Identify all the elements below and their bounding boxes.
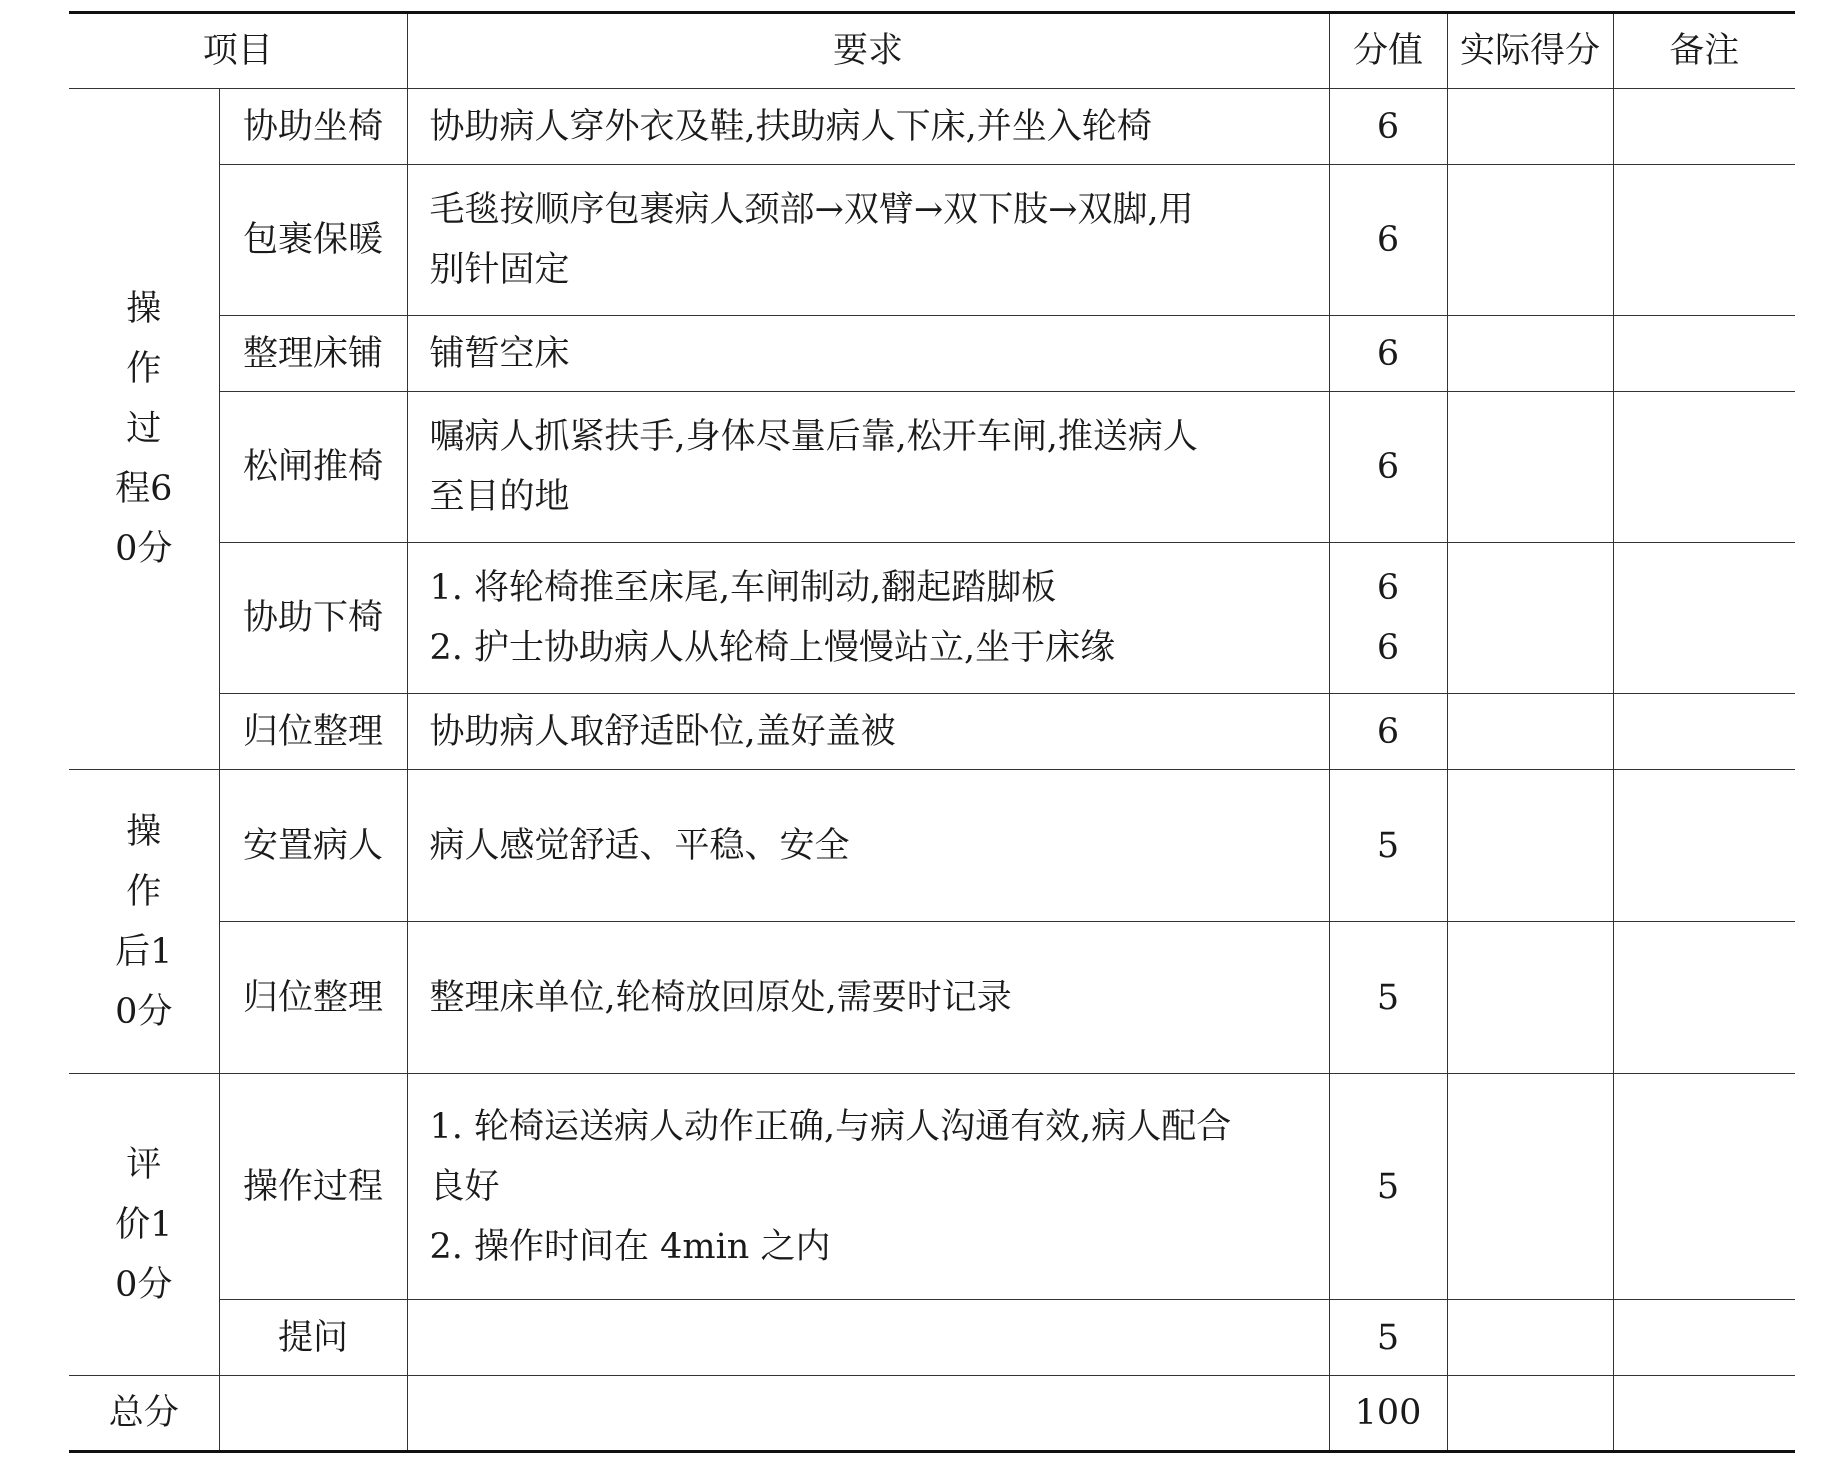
table-row: [69, 316, 1795, 392]
table-row: [69, 165, 1795, 316]
requirement-line: 协助病人穿外衣及鞋,扶助病人下床,并坐入轮椅: [429, 106, 1152, 147]
total-requirement-cell: [407, 1376, 1329, 1452]
remark-cell[interactable]: [1613, 89, 1795, 165]
section-label-text: 操作过程60分: [115, 289, 173, 569]
score-value: 5: [1376, 1166, 1400, 1207]
scoring-table: [69, 11, 1795, 1453]
item-cell: 包裹保暖: [219, 165, 407, 316]
item-cell: 操作过程: [219, 1074, 407, 1300]
section-label-text: 评价10分: [115, 1144, 173, 1305]
item-cell: 提问: [219, 1300, 407, 1376]
remark-cell[interactable]: [1613, 165, 1795, 316]
item-cell: 安置病人: [219, 770, 407, 922]
actual-score-cell[interactable]: [1447, 89, 1613, 165]
remark-cell[interactable]: [1613, 316, 1795, 392]
requirement-cell: [407, 89, 1329, 165]
requirement-cell: [407, 922, 1329, 1074]
remark-cell[interactable]: [1613, 1074, 1795, 1300]
score-value: 6: [1376, 333, 1400, 374]
requirement-line: 至目的地: [429, 477, 570, 517]
item-cell: 归位整理: [219, 694, 407, 770]
requirement-cell: [407, 1074, 1329, 1300]
score-value: 6: [1376, 220, 1400, 260]
requirement-cell: [407, 392, 1329, 543]
section-label-text: 操作后10分: [115, 811, 173, 1032]
table-row: [69, 922, 1795, 1074]
table-row: [69, 89, 1795, 165]
score-cell: [1329, 770, 1447, 922]
remark-cell[interactable]: [1613, 392, 1795, 543]
score-cell: [1329, 1074, 1447, 1300]
header-requirement: 要求: [407, 13, 1329, 89]
requirement-line: 良好: [429, 1166, 500, 1207]
actual-score-cell[interactable]: [1447, 694, 1613, 770]
item-cell: 协助坐椅: [219, 89, 407, 165]
actual-score-cell[interactable]: [1447, 1376, 1613, 1452]
requirement-line: 嘱病人抓紧扶手,身体尽量后靠,松开车闸,推送病人: [429, 417, 1198, 457]
score-cell: [1329, 89, 1447, 165]
requirement-line: 病人感觉舒适、平稳、安全: [429, 825, 850, 866]
score-cell: [1329, 165, 1447, 316]
score-value: 6: [1376, 568, 1400, 608]
item-cell: 归位整理: [219, 922, 407, 1074]
section-label: [69, 1074, 219, 1376]
actual-score-cell[interactable]: [1447, 316, 1613, 392]
remark-cell[interactable]: [1613, 1376, 1795, 1452]
table-row: [69, 694, 1795, 770]
header-project: 项目: [69, 13, 407, 89]
requirement-line: 2. 护士协助病人从轮椅上慢慢站立,坐于床缘: [429, 628, 1116, 668]
section-label: [69, 770, 219, 1074]
actual-score-cell[interactable]: [1447, 922, 1613, 1074]
item-cell: 松闸推椅: [219, 392, 407, 543]
remark-cell[interactable]: [1613, 922, 1795, 1074]
requirement-cell: [407, 1300, 1329, 1376]
header-remark: 备注: [1613, 13, 1795, 89]
score-value: 6: [1376, 628, 1400, 668]
requirement-cell: [407, 694, 1329, 770]
requirement-line: 别针固定: [429, 250, 570, 290]
score-value: 6: [1376, 447, 1400, 487]
item-cell: 协助下椅: [219, 543, 407, 694]
total-score: 100: [1329, 1376, 1447, 1452]
requirement-cell: [407, 543, 1329, 694]
actual-score-cell[interactable]: [1447, 392, 1613, 543]
remark-cell[interactable]: [1613, 543, 1795, 694]
requirement-line: 1. 将轮椅推至床尾,车闸制动,翻起踏脚板: [429, 568, 1057, 608]
item-cell: 整理床铺: [219, 316, 407, 392]
score-value: 6: [1376, 711, 1400, 752]
actual-score-cell[interactable]: [1447, 1300, 1613, 1376]
requirement-line: 整理床单位,轮椅放回原处,需要时记录: [429, 977, 1012, 1018]
actual-score-cell[interactable]: [1447, 165, 1613, 316]
requirement-line: 1. 轮椅运送病人动作正确,与病人沟通有效,病人配合: [429, 1106, 1232, 1147]
header-score: 分值: [1329, 13, 1447, 89]
actual-score-cell[interactable]: [1447, 1074, 1613, 1300]
remark-cell[interactable]: [1613, 694, 1795, 770]
table-row: [69, 1300, 1795, 1376]
remark-cell[interactable]: [1613, 1300, 1795, 1376]
score-cell: [1329, 1300, 1447, 1376]
requirement-line: 铺暂空床: [429, 333, 570, 374]
score-cell: [1329, 694, 1447, 770]
requirement-line: 2. 操作时间在 4min 之内: [429, 1226, 831, 1267]
requirement-line: 毛毯按顺序包裹病人颈部→双臂→双下肢→双脚,用: [429, 190, 1194, 230]
table-row: [69, 392, 1795, 543]
score-cell: [1329, 543, 1447, 694]
section-label: [69, 89, 219, 770]
actual-score-cell[interactable]: [1447, 543, 1613, 694]
header-row: [69, 13, 1795, 89]
total-label: 总分: [69, 1376, 219, 1452]
score-value: 5: [1376, 825, 1400, 866]
requirement-line: 协助病人取舒适卧位,盖好盖被: [429, 711, 896, 752]
score-value: 6: [1376, 106, 1400, 147]
requirement-cell: [407, 165, 1329, 316]
requirement-cell: [407, 770, 1329, 922]
remark-cell[interactable]: [1613, 770, 1795, 922]
total-item-cell: [219, 1376, 407, 1452]
table-row: [69, 770, 1795, 922]
table-row: [69, 543, 1795, 694]
score-cell: [1329, 922, 1447, 1074]
score-value: 5: [1376, 977, 1400, 1018]
actual-score-cell[interactable]: [1447, 770, 1613, 922]
total-row: [69, 1376, 1795, 1452]
header-actual-score: 实际得分: [1447, 13, 1613, 89]
table-row: [69, 1074, 1795, 1300]
score-value: 5: [1376, 1317, 1400, 1358]
score-cell: [1329, 392, 1447, 543]
requirement-cell: [407, 316, 1329, 392]
score-cell: [1329, 316, 1447, 392]
